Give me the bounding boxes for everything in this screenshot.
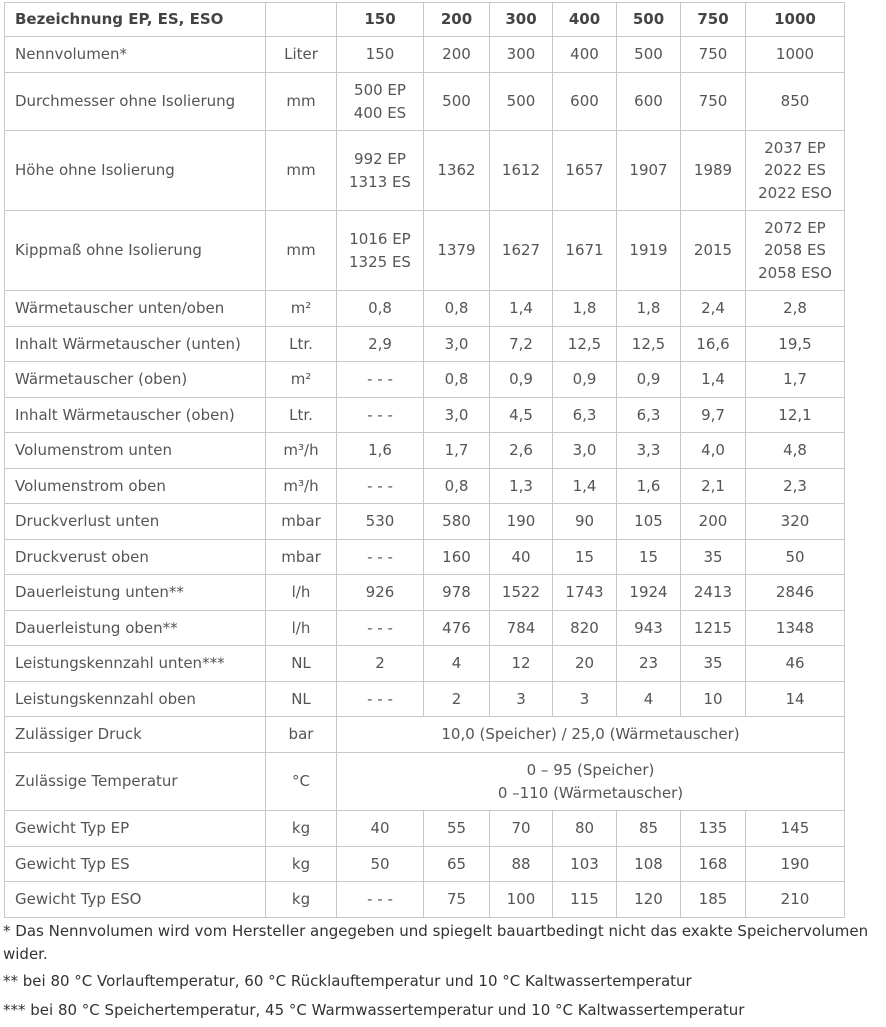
value-cell: 4 xyxy=(617,682,681,717)
row-unit: mm xyxy=(266,73,337,131)
value-cell: 2015 xyxy=(681,211,746,291)
value-cell: 4 xyxy=(424,646,490,682)
value-cell: 16,6 xyxy=(681,327,746,362)
row-unit: kg xyxy=(266,847,337,882)
value-cell: 35 xyxy=(681,646,746,682)
header-designation: Bezeichnung EP, ES, ESO xyxy=(5,3,266,37)
row-unit: kg xyxy=(266,811,337,847)
table-header-row xyxy=(5,3,845,37)
value-cell: 46 xyxy=(746,646,845,682)
value-cell: 978 xyxy=(424,575,490,611)
value-cell: 2,4 xyxy=(681,291,746,327)
value-cell: 200 xyxy=(681,504,746,540)
table-row xyxy=(5,433,845,469)
value-cell: 1,8 xyxy=(617,291,681,327)
row-unit: Ltr. xyxy=(266,398,337,433)
value-cell: 90 xyxy=(553,504,617,540)
value-cell: 3,0 xyxy=(553,433,617,469)
value-cell: 20 xyxy=(553,646,617,682)
value-cell: 23 xyxy=(617,646,681,682)
table-row xyxy=(5,398,845,433)
value-cell: 500 xyxy=(424,73,490,131)
row-unit: mbar xyxy=(266,504,337,540)
value-cell: 0,9 xyxy=(617,362,681,398)
value-cell: 992 EP 1313 ES xyxy=(337,131,424,211)
value-cell: 12,1 xyxy=(746,398,845,433)
value-cell: 0,8 xyxy=(424,291,490,327)
header-size-300: 300 xyxy=(490,3,553,37)
table-row xyxy=(5,73,845,131)
row-unit: mm xyxy=(266,211,337,291)
row-label: Höhe ohne Isolierung xyxy=(5,131,266,211)
header-size-400: 400 xyxy=(553,3,617,37)
table-row xyxy=(5,327,845,362)
value-cell: 190 xyxy=(746,847,845,882)
value-cell: 400 xyxy=(553,37,617,73)
value-cell: 4,8 xyxy=(746,433,845,469)
value-cell: 1522 xyxy=(490,575,553,611)
value-cell: 1612 xyxy=(490,131,553,211)
value-cell: 0 – 95 (Speicher) 0 –110 (Wärmetauscher) xyxy=(337,753,845,811)
row-label: Gewicht Typ EP xyxy=(5,811,266,847)
value-cell: 2,3 xyxy=(746,469,845,504)
value-cell: 500 xyxy=(490,73,553,131)
row-unit: °C xyxy=(266,753,337,811)
header-size-150: 150 xyxy=(337,3,424,37)
value-cell: 2 xyxy=(424,682,490,717)
table-row xyxy=(5,362,845,398)
value-cell: - - - xyxy=(337,682,424,717)
value-cell: 40 xyxy=(490,540,553,575)
value-cell: 10 xyxy=(681,682,746,717)
table-row xyxy=(5,646,845,682)
table-row xyxy=(5,811,845,847)
value-cell: 2,6 xyxy=(490,433,553,469)
row-label: Kippmaß ohne Isolierung xyxy=(5,211,266,291)
value-cell: 1,3 xyxy=(490,469,553,504)
value-cell: 160 xyxy=(424,540,490,575)
row-unit: NL xyxy=(266,646,337,682)
value-cell: 35 xyxy=(681,540,746,575)
row-unit: NL xyxy=(266,682,337,717)
value-cell: 7,2 xyxy=(490,327,553,362)
row-label: Gewicht Typ ESO xyxy=(5,882,266,918)
value-cell: 3,0 xyxy=(424,327,490,362)
row-label: Dauerleistung unten** xyxy=(5,575,266,611)
value-cell: 1,7 xyxy=(424,433,490,469)
value-cell: 750 xyxy=(681,73,746,131)
value-cell: 14 xyxy=(746,682,845,717)
value-cell: 12 xyxy=(490,646,553,682)
value-cell: 200 xyxy=(424,37,490,73)
row-label: Dauerleistung oben** xyxy=(5,611,266,646)
row-label: Gewicht Typ ES xyxy=(5,847,266,882)
table-row xyxy=(5,575,845,611)
value-cell: 19,5 xyxy=(746,327,845,362)
table-row xyxy=(5,717,845,753)
value-cell: 784 xyxy=(490,611,553,646)
row-label: Zulässiger Druck xyxy=(5,717,266,753)
value-cell: 850 xyxy=(746,73,845,131)
value-cell: 88 xyxy=(490,847,553,882)
value-cell: 1743 xyxy=(553,575,617,611)
row-label: Volumenstrom unten xyxy=(5,433,266,469)
value-cell: 0,8 xyxy=(337,291,424,327)
row-unit: Ltr. xyxy=(266,327,337,362)
value-cell: 120 xyxy=(617,882,681,918)
value-cell: 0,8 xyxy=(424,469,490,504)
footnote: * Das Nennvolumen wird vom Hersteller angegeben und spiegelt bauartbedingt nicht das exakte Speichervolumen wider. xyxy=(3,922,869,963)
value-cell: 0,9 xyxy=(490,362,553,398)
value-cell: 1657 xyxy=(553,131,617,211)
value-cell: 0,8 xyxy=(424,362,490,398)
value-cell: 15 xyxy=(617,540,681,575)
value-cell: 1215 xyxy=(681,611,746,646)
row-unit: m² xyxy=(266,362,337,398)
header-size-1000: 1000 xyxy=(746,3,845,37)
value-cell: 12,5 xyxy=(617,327,681,362)
value-cell: 1627 xyxy=(490,211,553,291)
value-cell: 0,9 xyxy=(553,362,617,398)
value-cell: 820 xyxy=(553,611,617,646)
value-cell: 108 xyxy=(617,847,681,882)
value-cell: 2846 xyxy=(746,575,845,611)
row-unit: l/h xyxy=(266,575,337,611)
value-cell: 2,1 xyxy=(681,469,746,504)
value-cell: 168 xyxy=(681,847,746,882)
value-cell: 70 xyxy=(490,811,553,847)
value-cell: 55 xyxy=(424,811,490,847)
spec-table xyxy=(4,2,845,918)
value-cell: 1907 xyxy=(617,131,681,211)
footnote: *** bei 80 °C Speichertemperatur, 45 °C Warmwassertemperatur und 10 °C Kaltwassertemperatur xyxy=(3,1000,745,1019)
value-cell: 9,7 xyxy=(681,398,746,433)
value-cell: 1,4 xyxy=(490,291,553,327)
row-label: Inhalt Wärmetauscher (oben) xyxy=(5,398,266,433)
value-cell: - - - xyxy=(337,362,424,398)
table-row xyxy=(5,504,845,540)
value-cell: 100 xyxy=(490,882,553,918)
value-cell: 75 xyxy=(424,882,490,918)
header-unit xyxy=(266,3,337,37)
value-cell: 4,0 xyxy=(681,433,746,469)
row-unit: m² xyxy=(266,291,337,327)
value-cell: 1,4 xyxy=(681,362,746,398)
value-cell: 210 xyxy=(746,882,845,918)
row-label: Wärmetauscher (oben) xyxy=(5,362,266,398)
value-cell: 500 xyxy=(617,37,681,73)
value-cell: 1924 xyxy=(617,575,681,611)
value-cell: 2 xyxy=(337,646,424,682)
value-cell: 2072 EP 2058 ES 2058 ESO xyxy=(746,211,845,291)
table-row xyxy=(5,211,845,291)
row-label: Nennvolumen* xyxy=(5,37,266,73)
value-cell: 10,0 (Speicher) / 25,0 (Wärmetauscher) xyxy=(337,717,845,753)
value-cell: 750 xyxy=(681,37,746,73)
footnotes xyxy=(3,920,886,1027)
value-cell: 65 xyxy=(424,847,490,882)
value-cell: 500 EP 400 ES xyxy=(337,73,424,131)
table-row xyxy=(5,682,845,717)
row-label: Volumenstrom oben xyxy=(5,469,266,504)
value-cell: 12,5 xyxy=(553,327,617,362)
value-cell: 2037 EP 2022 ES 2022 ESO xyxy=(746,131,845,211)
row-unit: Liter xyxy=(266,37,337,73)
row-label: Leistungskennzahl oben xyxy=(5,682,266,717)
value-cell: 600 xyxy=(553,73,617,131)
row-label: Leistungskennzahl unten*** xyxy=(5,646,266,682)
value-cell: - - - xyxy=(337,882,424,918)
table-row xyxy=(5,291,845,327)
value-cell: - - - xyxy=(337,611,424,646)
header-size-750: 750 xyxy=(681,3,746,37)
header-size-200: 200 xyxy=(424,3,490,37)
row-unit: mm xyxy=(266,131,337,211)
value-cell: 1,4 xyxy=(553,469,617,504)
value-cell: 1000 xyxy=(746,37,845,73)
row-label: Druckverlust unten xyxy=(5,504,266,540)
row-label: Druckverust oben xyxy=(5,540,266,575)
value-cell: 1379 xyxy=(424,211,490,291)
row-unit: mbar xyxy=(266,540,337,575)
row-label: Wärmetauscher unten/oben xyxy=(5,291,266,327)
value-cell: 1348 xyxy=(746,611,845,646)
value-cell: 2413 xyxy=(681,575,746,611)
value-cell: 580 xyxy=(424,504,490,540)
value-cell: 476 xyxy=(424,611,490,646)
row-label: Zulässige Temperatur xyxy=(5,753,266,811)
value-cell: 185 xyxy=(681,882,746,918)
value-cell: 115 xyxy=(553,882,617,918)
value-cell: 1989 xyxy=(681,131,746,211)
value-cell: 145 xyxy=(746,811,845,847)
value-cell: 6,3 xyxy=(617,398,681,433)
value-cell: 3,3 xyxy=(617,433,681,469)
table-row xyxy=(5,753,845,811)
value-cell: 1,6 xyxy=(337,433,424,469)
row-label: Inhalt Wärmetauscher (unten) xyxy=(5,327,266,362)
value-cell: 190 xyxy=(490,504,553,540)
value-cell: 50 xyxy=(746,540,845,575)
row-unit: bar xyxy=(266,717,337,753)
header-size-500: 500 xyxy=(617,3,681,37)
value-cell: 1362 xyxy=(424,131,490,211)
value-cell: 1016 EP 1325 ES xyxy=(337,211,424,291)
value-cell: 1,8 xyxy=(553,291,617,327)
value-cell: 926 xyxy=(337,575,424,611)
value-cell: - - - xyxy=(337,469,424,504)
value-cell: 1919 xyxy=(617,211,681,291)
table-row xyxy=(5,847,845,882)
value-cell: 2,8 xyxy=(746,291,845,327)
value-cell: - - - xyxy=(337,540,424,575)
value-cell: 2,9 xyxy=(337,327,424,362)
value-cell: 300 xyxy=(490,37,553,73)
value-cell: 135 xyxy=(681,811,746,847)
table-row xyxy=(5,131,845,211)
row-label: Durchmesser ohne Isolierung xyxy=(5,73,266,131)
value-cell: 3 xyxy=(553,682,617,717)
table-row xyxy=(5,37,845,73)
value-cell: 6,3 xyxy=(553,398,617,433)
table-row xyxy=(5,469,845,504)
table-row xyxy=(5,611,845,646)
row-unit: m³/h xyxy=(266,433,337,469)
value-cell: 80 xyxy=(553,811,617,847)
table-row xyxy=(5,540,845,575)
value-cell: 943 xyxy=(617,611,681,646)
value-cell: 150 xyxy=(337,37,424,73)
value-cell: 1671 xyxy=(553,211,617,291)
row-unit: l/h xyxy=(266,611,337,646)
row-unit: kg xyxy=(266,882,337,918)
value-cell: 3 xyxy=(490,682,553,717)
value-cell: 105 xyxy=(617,504,681,540)
value-cell: 600 xyxy=(617,73,681,131)
table-row xyxy=(5,882,845,918)
row-unit: m³/h xyxy=(266,469,337,504)
value-cell: 40 xyxy=(337,811,424,847)
value-cell: 3,0 xyxy=(424,398,490,433)
footnote: ** bei 80 °C Vorlauftemperatur, 60 °C Rücklauftemperatur und 10 °C Kaltwassertemperatur xyxy=(3,972,692,990)
value-cell: 85 xyxy=(617,811,681,847)
value-cell: 4,5 xyxy=(490,398,553,433)
value-cell: 530 xyxy=(337,504,424,540)
value-cell: 1,6 xyxy=(617,469,681,504)
value-cell: 103 xyxy=(553,847,617,882)
value-cell: 320 xyxy=(746,504,845,540)
value-cell: 1,7 xyxy=(746,362,845,398)
value-cell: 15 xyxy=(553,540,617,575)
value-cell: - - - xyxy=(337,398,424,433)
value-cell: 50 xyxy=(337,847,424,882)
